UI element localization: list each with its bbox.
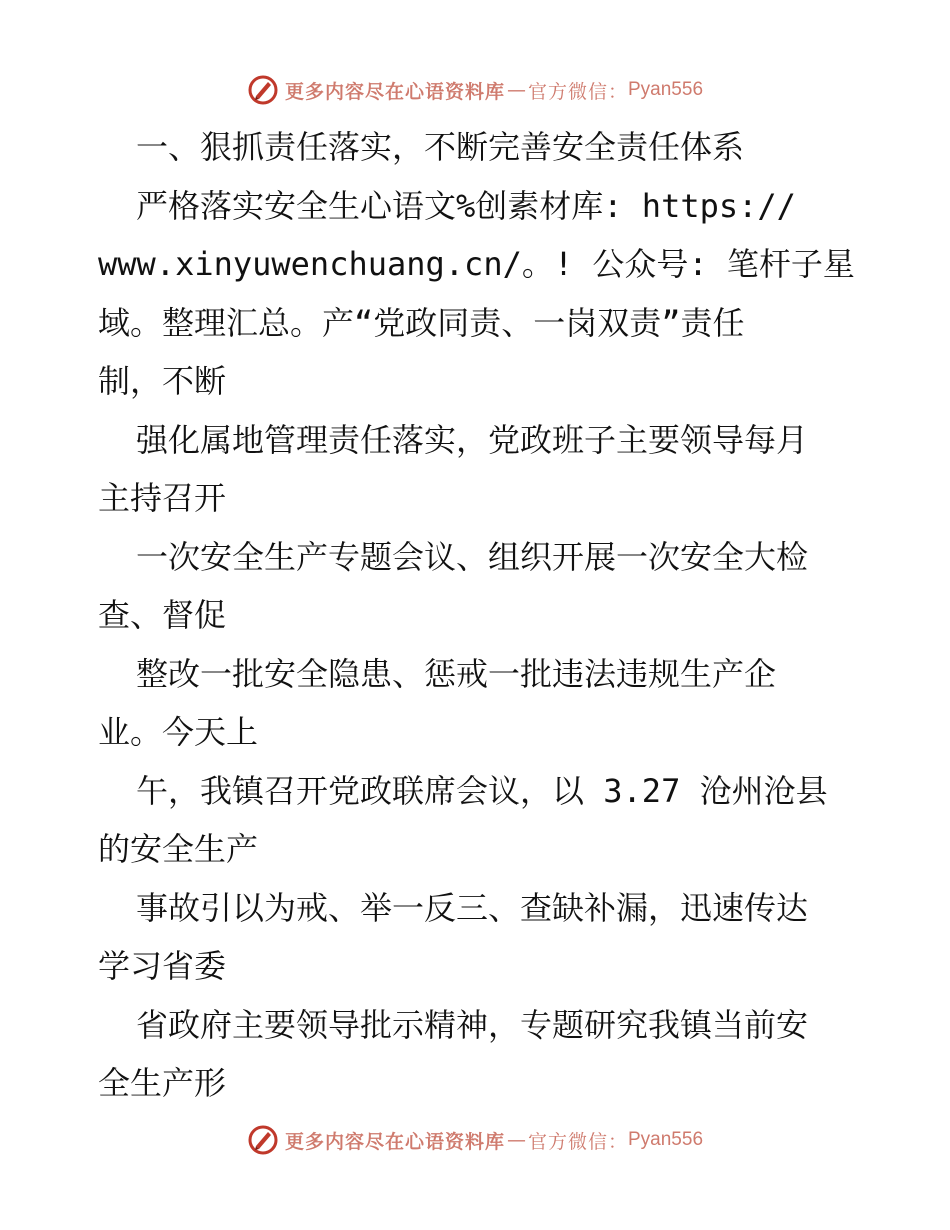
text-line: 主持召开 — [98, 479, 227, 517]
banner-text: 更多内容尽在心语资料库 — [284, 80, 505, 103]
text-line: 查、督促 — [98, 596, 227, 634]
banner-wechat-label: 官方微信： — [527, 1130, 628, 1153]
text-line: 的安全生产 — [98, 830, 259, 868]
text-line: 域。整理汇总。产“党政同责、一岗双责”责任 — [98, 303, 745, 342]
text-line: www.xinyuwenchuang.cn/。! 公众号: 笔杆子星 — [98, 245, 855, 283]
footer-banner — [0, 1120, 950, 1160]
text-line: 业。今天上 — [98, 713, 259, 751]
text-line: 一、狠抓责任落实，不断完善安全责任体系 — [136, 128, 745, 166]
text-line: 省政府主要领导批示精神，专题研究我镇当前安 — [136, 1005, 809, 1044]
banner-wechat-id: Pyan556 — [628, 79, 704, 100]
pen-logo-icon — [247, 1124, 279, 1156]
text-line: 严格落实安全生心语文%创素材库: https:// — [136, 186, 796, 225]
banner-text: 更多内容尽在心语资料库 — [284, 1130, 505, 1153]
text-line: 午，我镇召开党政联席会议，以 3.27 沧州沧县 — [136, 771, 828, 810]
banner-wechat-id: Pyan556 — [628, 1129, 704, 1150]
text-line: 制，不断 — [98, 362, 227, 400]
banner-dash: — — [506, 79, 526, 101]
text-line: 学习省委 — [98, 947, 227, 985]
header-banner — [0, 70, 950, 110]
pen-logo-icon — [247, 74, 279, 106]
banner-dash: — — [506, 1129, 526, 1151]
text-line: 强化属地管理责任落实，党政班子主要领导每月 — [136, 420, 809, 459]
text-line: 一次安全生产专题会议、组织开展一次安全大检 — [136, 537, 809, 576]
banner-wechat-label: 官方微信： — [527, 80, 628, 103]
text-line: 整改一批安全隐患、惩戒一批违法违规生产企 — [136, 654, 777, 693]
text-line: 事故引以为戒、举一反三、查缺补漏，迅速传达 — [136, 888, 809, 927]
document-body — [98, 118, 858, 1113]
text-line: 全生产形 — [98, 1064, 227, 1102]
